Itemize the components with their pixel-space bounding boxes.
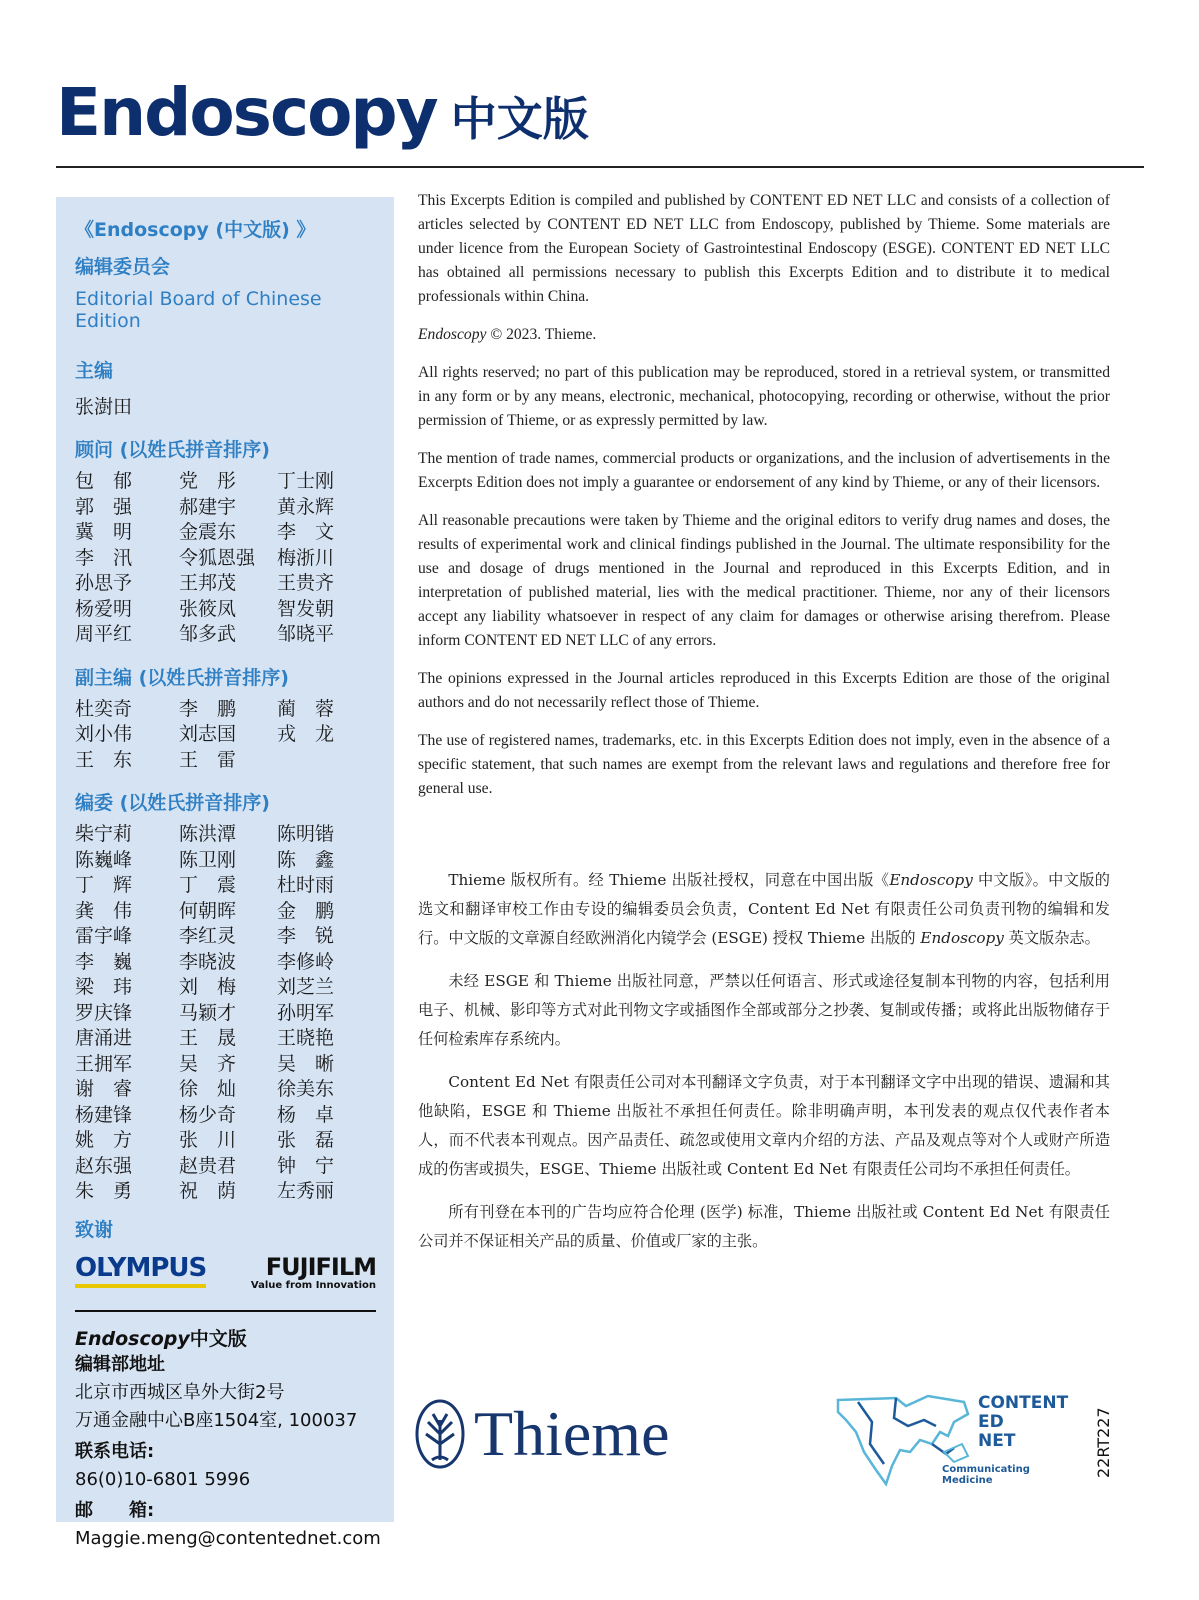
cn-paragraph: [418, 866, 1110, 953]
copyright-text: © 2023. Thieme.: [486, 326, 597, 343]
board-member-name: 金震东: [179, 521, 237, 543]
board-member-name: 王拥军: [75, 1052, 133, 1075]
board-member-name: 梅浙川: [277, 546, 335, 569]
board-member-name: 李红灵: [179, 925, 237, 947]
header-divider: [56, 166, 1144, 168]
board-member-name: 左秀丽: [277, 1180, 335, 1202]
fujifilm-tagline: Value from Innovation: [250, 1279, 376, 1291]
notice-paragraph: This Excerpts Edition is compiled and published by CONTENT ED NET LLC and consists of a collection of articles selected by CONTENT ED NET LLC from Endoscopy, published by Thieme. Some materials are under licence from the European Society of Gastrointestinal Endoscopy (ESGE). CONTENT ED NET LLC has obtained all permissions necessary to publish this Excerpts Edition and to distribute it to medical professionals within China.: [418, 192, 1110, 305]
chief-editor-heading: 主编: [75, 360, 114, 382]
chinese-legal-notice: [418, 866, 1110, 1270]
board-member-name: 戎 龙: [277, 723, 335, 745]
board-member-name: 蔺 蓉: [277, 697, 335, 720]
notice-paragraph: All reasonable precautions were taken by Thieme and the original editors to verify drug names and doses, the results of experimental work and clinical findings published in the Journal. The ultimate responsibility for the use and dosage of drugs mentioned in the Journal and reproduced in this Excerpts Edition, and in interpretation of published material, lies with the medical practitioner. Thieme, nor any of their licensors accept any liability whatsoever in respect of any claim for damages or otherwise arising therefrom. Please inform CONTENT ED NET LLC of any errors.: [418, 512, 1110, 649]
board-member-name: 邹晓平: [277, 623, 335, 645]
board-member-name: 刘 梅: [179, 976, 237, 998]
print-code: 22RT227: [1094, 1407, 1113, 1478]
cn-journal-italic: Endoscopy: [920, 929, 1004, 947]
board-member-name: 谢 睿: [75, 1078, 133, 1100]
board-member-name: 赵东强: [75, 1154, 133, 1177]
advisors-list: [75, 469, 376, 648]
board-member-name: 王 晟: [179, 1027, 237, 1049]
board-member-name: 陈巍峰: [75, 848, 133, 871]
board-title-en: Editorial Board of Chinese Edition: [75, 288, 322, 332]
board-member-name: 吴 齐: [179, 1052, 237, 1075]
board-member-name: 冀 明: [75, 521, 133, 543]
board-member-name: 柴宁莉: [75, 823, 133, 845]
board-title-cn: 编辑委员会: [75, 256, 171, 278]
ced-word-net: NET: [978, 1431, 1016, 1451]
address-subtitle: 编辑部地址: [75, 1353, 165, 1375]
cn-text: 中文版》。中文版的选文和翻译审校工作由专设的编辑委员会负责，Content Ed Net 有限责任公司负责刊物的编辑和发行。中文版的文章源自经欧洲消化内镜学会 (ESGE) 授权 Thieme 出版的: [418, 871, 1110, 947]
address-title-italic: Endoscopy: [75, 1327, 190, 1350]
board-member-name: 郝建宇: [179, 495, 237, 518]
board-member-name: 郭 强: [75, 495, 133, 518]
journal-logo: Endoscopy: [56, 74, 437, 151]
thieme-wordmark: Thieme: [474, 1398, 670, 1469]
deputy-editors-heading: 副主编 (以姓氏拼音排序): [75, 666, 289, 689]
board-member-name: 龚 伟: [75, 899, 133, 922]
board-member-name: 陈卫刚: [179, 848, 237, 871]
board-member-name: 包 郁: [75, 470, 133, 492]
chief-editor-name: 张澍田: [75, 396, 133, 418]
board-member-name: 丁 辉: [75, 874, 133, 896]
sponsor-logos: [75, 1254, 376, 1294]
address-line-2: 万通金融中心B座1504室, 100037: [75, 1409, 358, 1431]
email-address: Maggie.meng@contentednet.com: [75, 1527, 381, 1549]
board-member-name: 杨少奇: [179, 1103, 237, 1126]
board-member-name: 李 巍: [75, 950, 133, 973]
board-member-name: 马颖才: [179, 1001, 237, 1024]
phone-number: 86(0)10-6801 5996: [75, 1468, 251, 1490]
address-title-cn: 中文版: [189, 1327, 247, 1350]
board-member-name: 王邦茂: [179, 572, 237, 594]
board-member-name: 王晓艳: [277, 1027, 335, 1049]
board-member-name: 姚 方: [75, 1129, 133, 1151]
copyright-journal: Endoscopy: [418, 326, 487, 343]
board-member-name: 陈明锴: [277, 823, 335, 845]
board-member-name: 李 鹏: [179, 697, 237, 720]
content-ed-net-wordmark: [978, 1394, 1068, 1451]
address-line-1: 北京市西城区阜外大街2号: [75, 1381, 285, 1403]
cn-paragraph: 所有刊登在本刊的广告均应符合伦理 (医学) 标准，Thieme 出版社或 Content Ed Net 有限责任公司并不保证相关产品的质量、价值或厂家的主张。: [418, 1203, 1110, 1250]
notice-paragraph: The use of registered names, trademarks, etc. in this Excerpts Edition does not imply, even in the absence of a specific statement, that such names are exempt from the relevant laws and regulations and therefore free for general use.: [418, 732, 1110, 797]
board-member-name: 杨建锋: [75, 1103, 133, 1126]
board-member-name: 邹多武: [179, 623, 237, 645]
cn-text: 英文版杂志。: [1003, 929, 1100, 947]
advisors-heading: 顾问 (以姓氏拼音排序): [75, 439, 270, 461]
board-member-name: 令狐恩强: [179, 546, 256, 569]
board-member-name: 李晓波: [179, 950, 237, 973]
board-member-name: 徐美东: [277, 1078, 335, 1100]
fujifilm-wordmark: FUJIFILM: [265, 1252, 376, 1281]
english-legal-notice: [418, 189, 1110, 815]
ced-word-content: CONTENT: [978, 1393, 1069, 1413]
board-member-name: 丁 震: [179, 874, 237, 896]
content-ed-net-logo: [836, 1392, 1076, 1492]
phone-label: 联系电话:: [75, 1440, 155, 1462]
board-member-name: 张筱凤: [179, 597, 237, 620]
board-member-name: 陈洪潭: [179, 823, 237, 845]
board-member-name: 李修岭: [277, 950, 335, 973]
notice-paragraph: The mention of trade names, commercial products or organizations, and the inclusion of advertisements in the Excerpts Edition does not imply a guarantee or endorsement of any kind by Thieme, or any of their licensors.: [418, 450, 1110, 491]
fujifilm-logo: [251, 1254, 376, 1291]
acknowledgement-heading: 致谢: [75, 1218, 114, 1241]
publication-title: 《Endoscopy (中文版) 》: [75, 219, 316, 241]
board-member-name: 陈 鑫: [277, 848, 335, 871]
cn-journal-italic: Endoscopy: [889, 871, 973, 889]
thieme-logo: [414, 1395, 669, 1473]
copyright-line: [418, 323, 1110, 347]
board-member-name: 李 锐: [277, 925, 335, 947]
cn-text: Thieme 版权所有。经 Thieme 出版社授权，同意在中国出版《: [448, 871, 890, 889]
sidebar-divider: [75, 1310, 376, 1312]
board-member-name: 孙思予: [75, 572, 133, 594]
board-member-name: 李 汛: [75, 546, 133, 569]
board-member-name: 罗庆锋: [75, 1001, 133, 1024]
board-member-name: 祝 荫: [179, 1180, 237, 1202]
members-heading: 编委 (以姓氏拼音排序): [75, 792, 270, 814]
board-member-name: 李 文: [277, 521, 335, 543]
board-member-name: 党 彤: [179, 470, 237, 492]
members-list: [75, 822, 376, 1205]
board-member-name: 张 磊: [277, 1129, 335, 1151]
board-member-name: 智发朝: [277, 597, 335, 620]
journal-edition-label: 中文版: [450, 92, 589, 146]
board-member-name: 唐涌进: [75, 1027, 133, 1049]
board-member-name: 徐 灿: [179, 1078, 237, 1100]
notice-paragraph: All rights reserved; no part of this publication may be reproduced, stored in a retrieval system, or transmitted in any form or by any means, electronic, mechanical, photocopying, recording or otherwise, without the prior permission of Thieme, or as expressly permitted by law.: [418, 364, 1110, 429]
board-member-name: 刘小伟: [75, 723, 133, 745]
board-member-name: 刘芝兰: [277, 976, 335, 998]
thieme-tree-icon: [414, 1398, 466, 1470]
board-member-name: 赵贵君: [179, 1154, 237, 1177]
editorial-board-sidebar: [56, 197, 394, 1549]
address-title: [75, 1324, 376, 1351]
cn-paragraph: Content Ed Net 有限责任公司对本刊翻译文字负责，对于本刊翻译文字中出现的错误、遗漏和其他缺陷，ESGE 和 Thieme 出版社不承担任何责任。除非明确声明，本刊发表的观点仅代表作者本人，而不代表本刊观点。因产品责任、疏忽或使用文章内介绍的方法、产品及观点等对个人或财产所造成的伤害或损失，ESGE、Thieme 出版社或 Content Ed Net 有限责任公司均不承担任何责任。: [418, 1073, 1110, 1178]
board-member-name: 王 雷: [179, 748, 237, 771]
board-member-name: 何朝晖: [179, 899, 237, 922]
notice-paragraph: The opinions expressed in the Journal articles reproduced in this Excerpts Edition are those of the original authors and do not necessarily reflect those of Thieme.: [418, 670, 1110, 711]
board-member-name: 刘志国: [179, 723, 237, 745]
board-member-name: 梁 玮: [75, 976, 133, 998]
board-member-name: 杜时雨: [277, 874, 335, 896]
board-member-name: 丁士刚: [277, 470, 335, 492]
board-member-name: 钟 宁: [277, 1154, 335, 1177]
board-member-name: 吴 晰: [277, 1052, 335, 1075]
cn-paragraph: 未经 ESGE 和 Thieme 出版社同意，严禁以任何语言、形式或途径复制本刊物的内容，包括利用电子、机械、影印等方式对此刊物文字或插图作全部或部分之抄袭、复制或传播；或将此出版物储存于任何检索库存系统内。: [418, 972, 1110, 1048]
board-member-name: 黄永辉: [277, 495, 335, 518]
olympus-logo: OLYMPUS: [75, 1254, 206, 1288]
deputy-editors-list: [75, 697, 376, 774]
board-member-name: 周平红: [75, 623, 133, 645]
board-member-name: 杜奕奇: [75, 697, 133, 720]
email-label: 邮 箱:: [75, 1499, 155, 1521]
masthead: [56, 74, 589, 154]
board-member-name: 王贵齐: [277, 572, 335, 594]
board-member-name: 王 东: [75, 748, 133, 771]
ced-tagline: Communicating Medicine: [942, 1464, 1030, 1486]
board-member-name: 孙明军: [277, 1001, 335, 1024]
board-member-name: 雷宇峰: [75, 925, 133, 947]
ced-word-ed: ED: [978, 1412, 1004, 1432]
board-member-name: 金 鹏: [277, 899, 335, 922]
board-member-name: 杨爱明: [75, 597, 133, 620]
board-member-name: 杨 卓: [277, 1103, 335, 1126]
board-member-name: 张 川: [179, 1129, 237, 1151]
board-member-name: 朱 勇: [75, 1180, 133, 1202]
